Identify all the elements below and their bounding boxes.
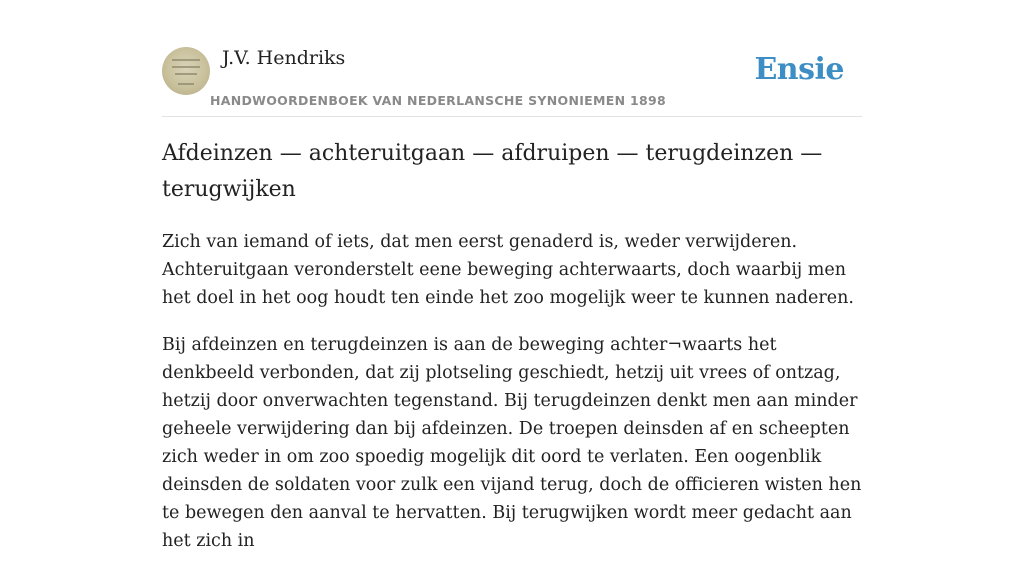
avatar-line-4 (178, 83, 194, 85)
author-avatar[interactable] (162, 47, 210, 95)
avatar-line-2 (172, 66, 200, 68)
article-paragraph-1: Zich van iemand of iets, dat men eerst genaderd is, weder verwijderen. Achteruitgaan veronderstelt eene beweging achterwaarts, doch waarbij men het doel in het oog houdt ten einde het zoo mogelijk weer te kunnen naderen. (162, 232, 854, 308)
avatar-line-3 (175, 73, 197, 75)
article-paragraph-2: Bij afdeinzen en terugdeinzen is aan de beweging achter¬waarts het denkbeeld verbonden, dat zij plotseling geschiedt, hetzij uit vrees of ontzag, hetzij door onverwachten tegenstand. Bij terugdeinzen denkt men aan minder geheele verwijdering dan bij afdeinzen. De troepen deinsden af en scheepten zich weder in om zoo spoedig mogelijk dit oord te verlaten. Een oogenblik deinsden de soldaten voor zulk een vijand terug, doch de officieren wisten hen te bewegen den aanval te hervatten. Bij terugwijken wordt meer gedacht aan het zich in (162, 335, 862, 551)
article-title: Afdeinzen — achteruitgaan — afdruipen — terugdeinzen — terugwijken (162, 141, 823, 202)
source-title[interactable]: HANDWOORDENBOEK VAN NEDERLANSCHE SYNONIEMEN 1898 (210, 93, 667, 108)
header (162, 0, 862, 117)
author-name[interactable]: J.V. Hendriks (222, 47, 346, 69)
ensie-logo[interactable]: Ensie (754, 52, 844, 87)
avatar-line-1 (172, 59, 200, 61)
article (162, 136, 862, 574)
